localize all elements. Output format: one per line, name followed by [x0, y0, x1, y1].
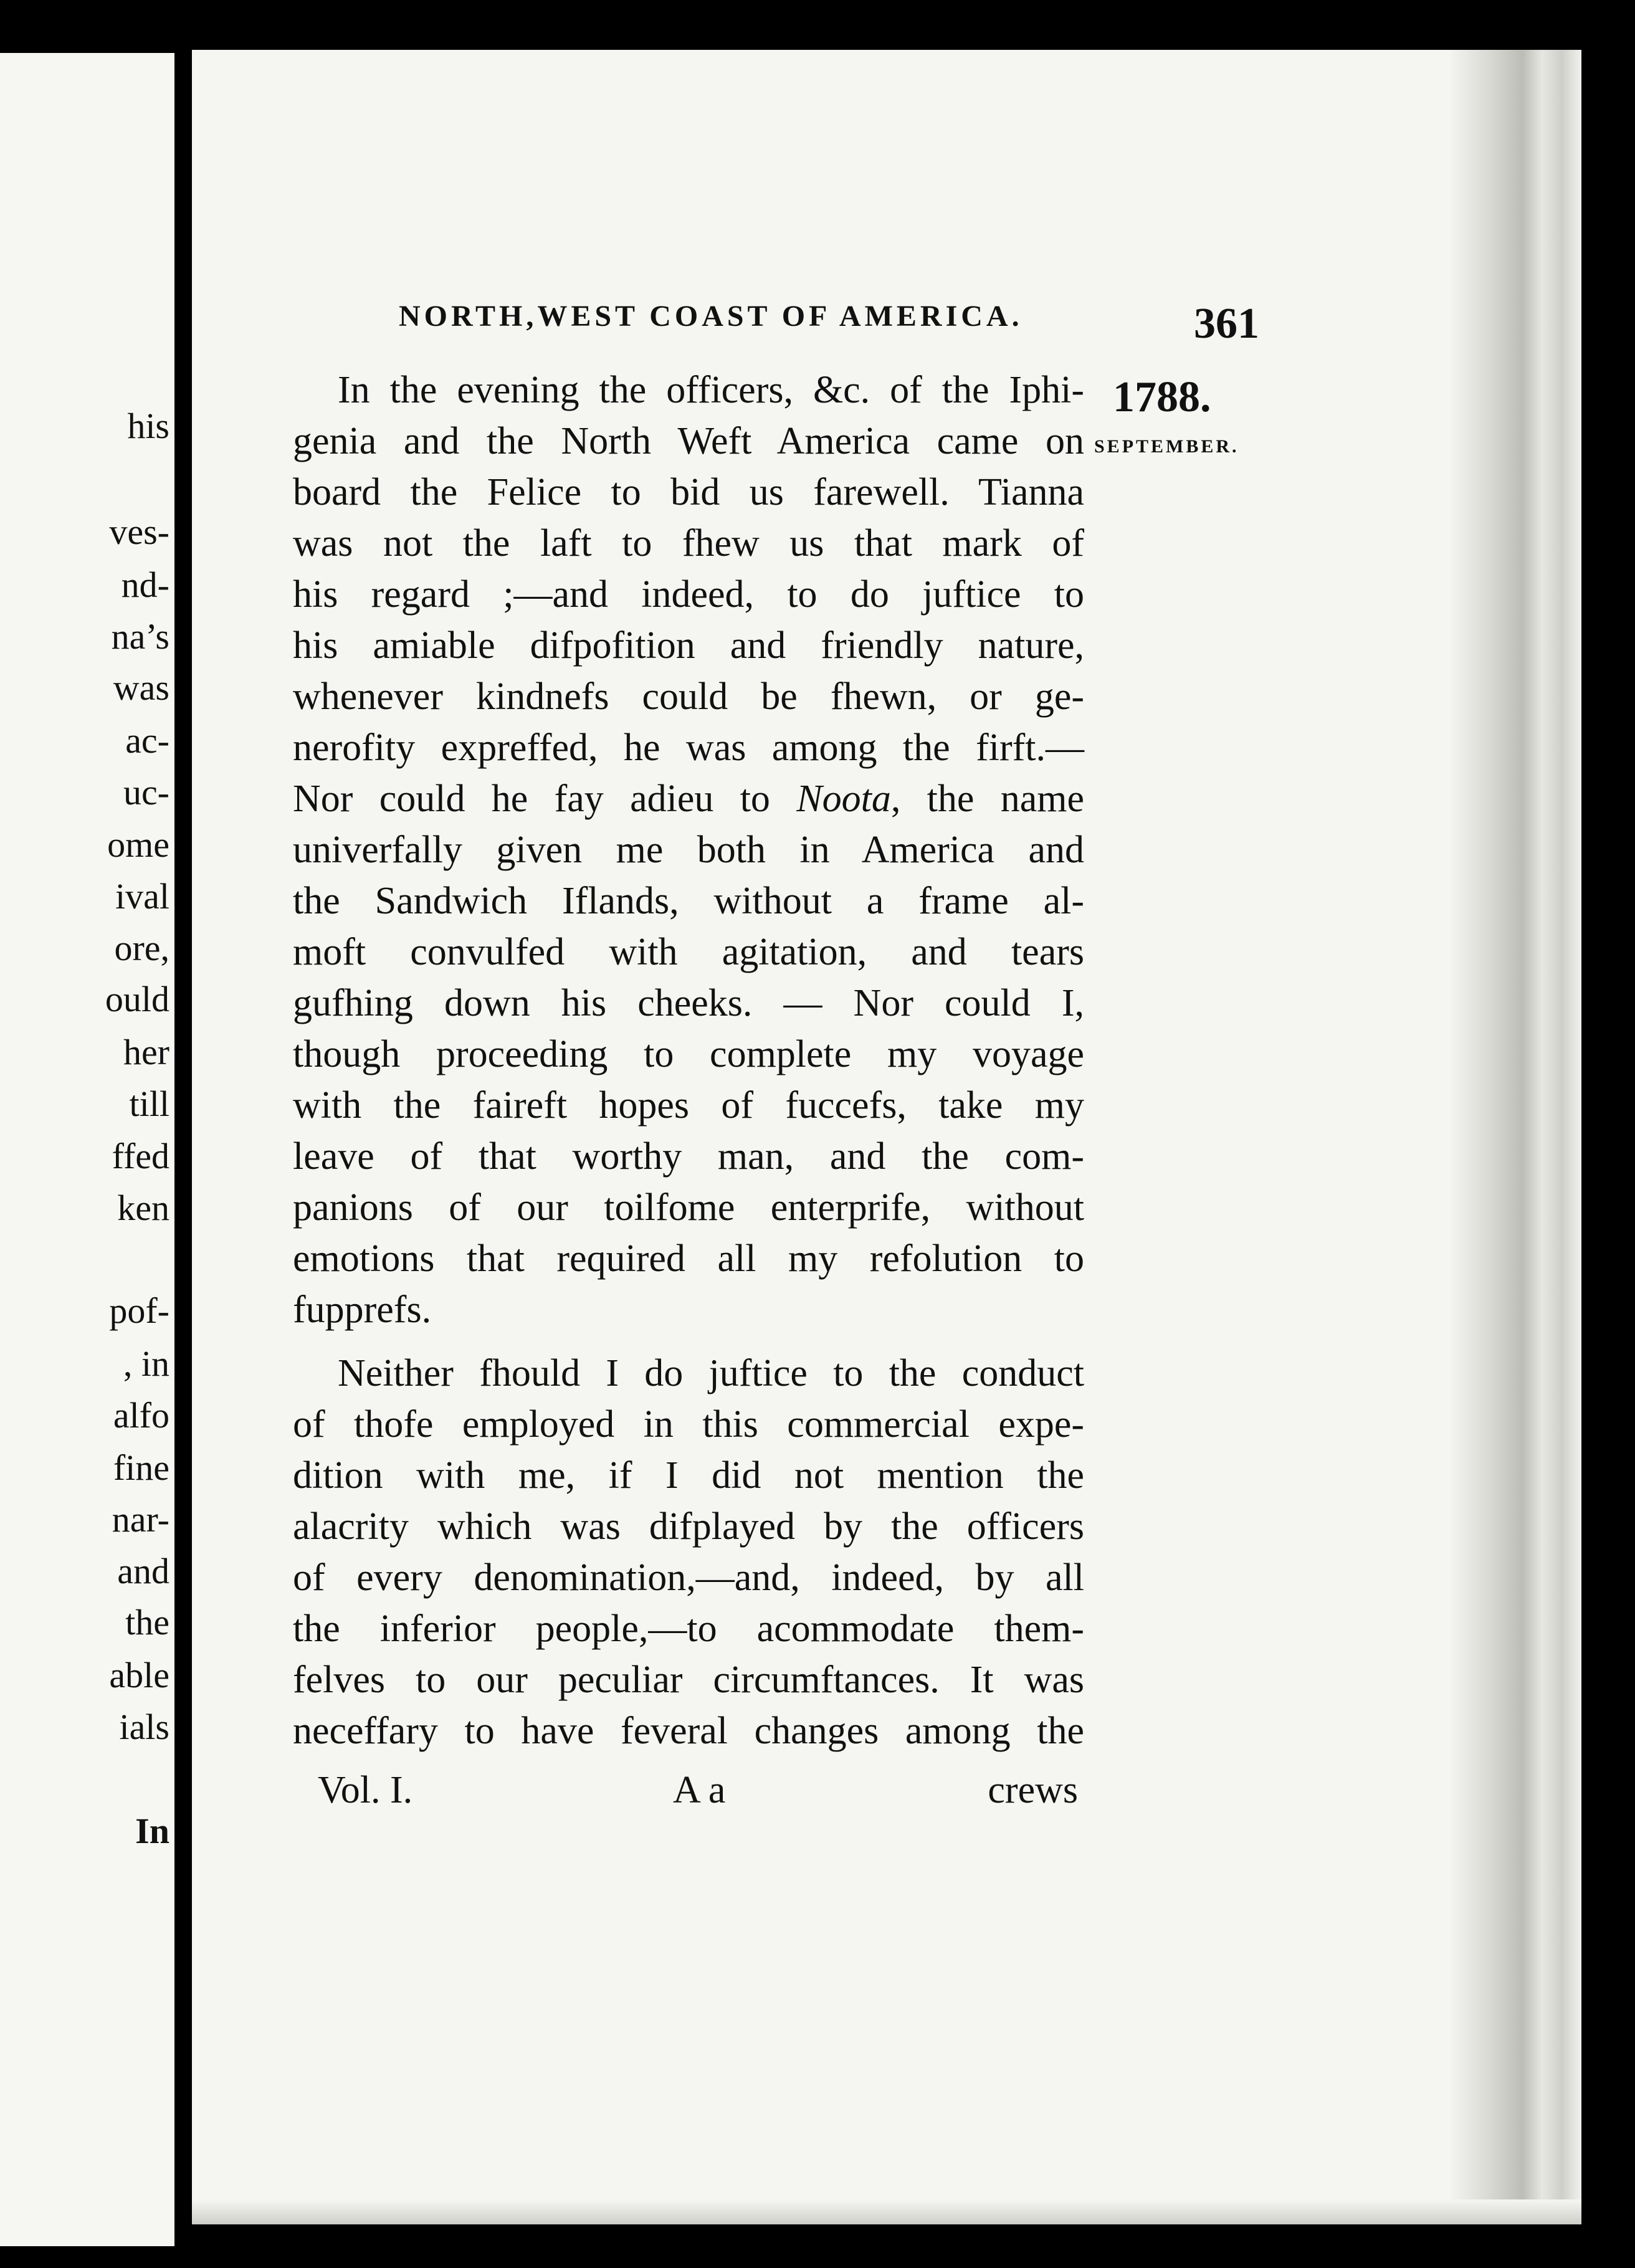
text-line: board the Felice to bid us farewell. Tianna — [293, 471, 1084, 513]
left-page-fragment: her — [123, 1032, 169, 1072]
text-line: fupprefs. — [293, 1289, 432, 1331]
text-line: neceffary to have feveral changes among the — [293, 1710, 1084, 1752]
left-page-fragment: nd- — [121, 565, 169, 605]
left-page-fragment: his — [127, 406, 169, 446]
text-line: whenever kindnefs could be fhewn, or ge- — [293, 675, 1084, 718]
left-page-fragment: was — [113, 667, 169, 708]
signature-mark: A a — [673, 1769, 726, 1811]
text-line: felves to our peculiar circumftances. It was — [293, 1659, 1084, 1701]
text-line: moft convulfed with agitation, and tears — [293, 931, 1084, 973]
left-page-fragment: ffed — [112, 1136, 169, 1176]
text-line: of every denomination,—and, indeed, by all — [293, 1556, 1084, 1599]
left-page-fragment: ore, — [114, 928, 169, 968]
left-page-fragment: ken — [117, 1188, 169, 1228]
left-page-fragment: ac- — [125, 720, 169, 761]
text-line: univerfally given me both in America and — [293, 829, 1084, 871]
italic-place-name: Noota — [796, 778, 891, 820]
left-page-fragment: ome — [107, 824, 169, 865]
paragraph-gap — [293, 1335, 1084, 1348]
text-line-with-italic — [293, 773, 1084, 824]
page-footer — [318, 1768, 1078, 1818]
page-bottom-edge — [192, 2199, 1581, 2224]
running-head: NORTH,WEST COAST OF AMERICA. — [399, 300, 1023, 333]
text-line: In the evening the officers, &c. of the Iphi- — [338, 369, 1084, 411]
text-fragment: Nor could he fay adieu to Noota, the name — [293, 778, 1084, 820]
left-page-fragment: till — [129, 1084, 169, 1124]
text-line: Neither fhould I do juftice to the conduct — [338, 1352, 1084, 1394]
text-line: genia and the North Weft America came on — [293, 420, 1084, 462]
left-page-fragment: nar- — [112, 1499, 169, 1540]
text-line: of thofe employed in this commercial expe- — [293, 1403, 1084, 1446]
left-page-fragment: uc- — [123, 772, 169, 812]
left-page-fragment: In — [135, 1811, 169, 1851]
left-page-fragment: fine — [113, 1447, 169, 1488]
left-page-fragment: ves- — [109, 512, 169, 552]
margin-note-month: SEPTEMBER. — [1094, 436, 1239, 457]
catchword: crews — [988, 1769, 1078, 1811]
text-line: was not the laft to fhew us that mark of — [293, 522, 1084, 565]
text-line: leave of that worthy man, and the com- — [293, 1135, 1084, 1178]
text-line: his regard ;—and indeed, to do juftice to — [293, 573, 1084, 616]
text-line: the inferior people,—to acommodate them- — [293, 1608, 1084, 1650]
left-page-fragment: ould — [105, 979, 169, 1019]
text-line: dition with me, if I did not mention the — [293, 1454, 1084, 1497]
text-line: his amiable difpofition and friendly nature, — [293, 624, 1084, 667]
text-line: gufhing down his cheeks. — Nor could I, — [293, 982, 1084, 1024]
text-line: nerofity expreffed, he was among the firft.— — [293, 727, 1084, 769]
left-page-fragment: able — [109, 1655, 169, 1695]
left-page-fragment: pof- — [109, 1290, 169, 1331]
gutter — [174, 53, 189, 2246]
previous-page-edge — [0, 53, 174, 2246]
text-line: though proceeding to complete my voyage — [293, 1033, 1084, 1075]
margin-note-year: 1788. — [1113, 373, 1211, 421]
text-line: panions of our toilfome enterprife, without — [293, 1186, 1084, 1229]
text-line: emotions that required all my refolution to — [293, 1237, 1084, 1280]
left-page-fragment: na’s — [111, 616, 169, 657]
text-line: alacrity which was difplayed by the officers — [293, 1505, 1084, 1548]
body-text — [293, 364, 1084, 1756]
paragraph-1 — [293, 364, 1084, 1335]
signature-volume: Vol. I. — [318, 1769, 413, 1811]
left-page-fragment: and — [117, 1551, 169, 1591]
left-page-fragment: , in — [123, 1343, 169, 1384]
page-fore-edge — [1451, 50, 1581, 2224]
left-page-fragment: alfo — [113, 1395, 169, 1436]
text-line: with the faireft hopes of fuccefs, take my — [293, 1084, 1084, 1127]
text-line: the Sandwich Iflands, without a frame al- — [293, 880, 1084, 922]
left-page-fragment: ival — [115, 876, 169, 917]
left-page-fragment: the — [125, 1602, 169, 1642]
paragraph-2 — [293, 1348, 1084, 1756]
left-page-fragment: ials — [119, 1707, 169, 1747]
page-number: 361 — [1194, 300, 1259, 348]
